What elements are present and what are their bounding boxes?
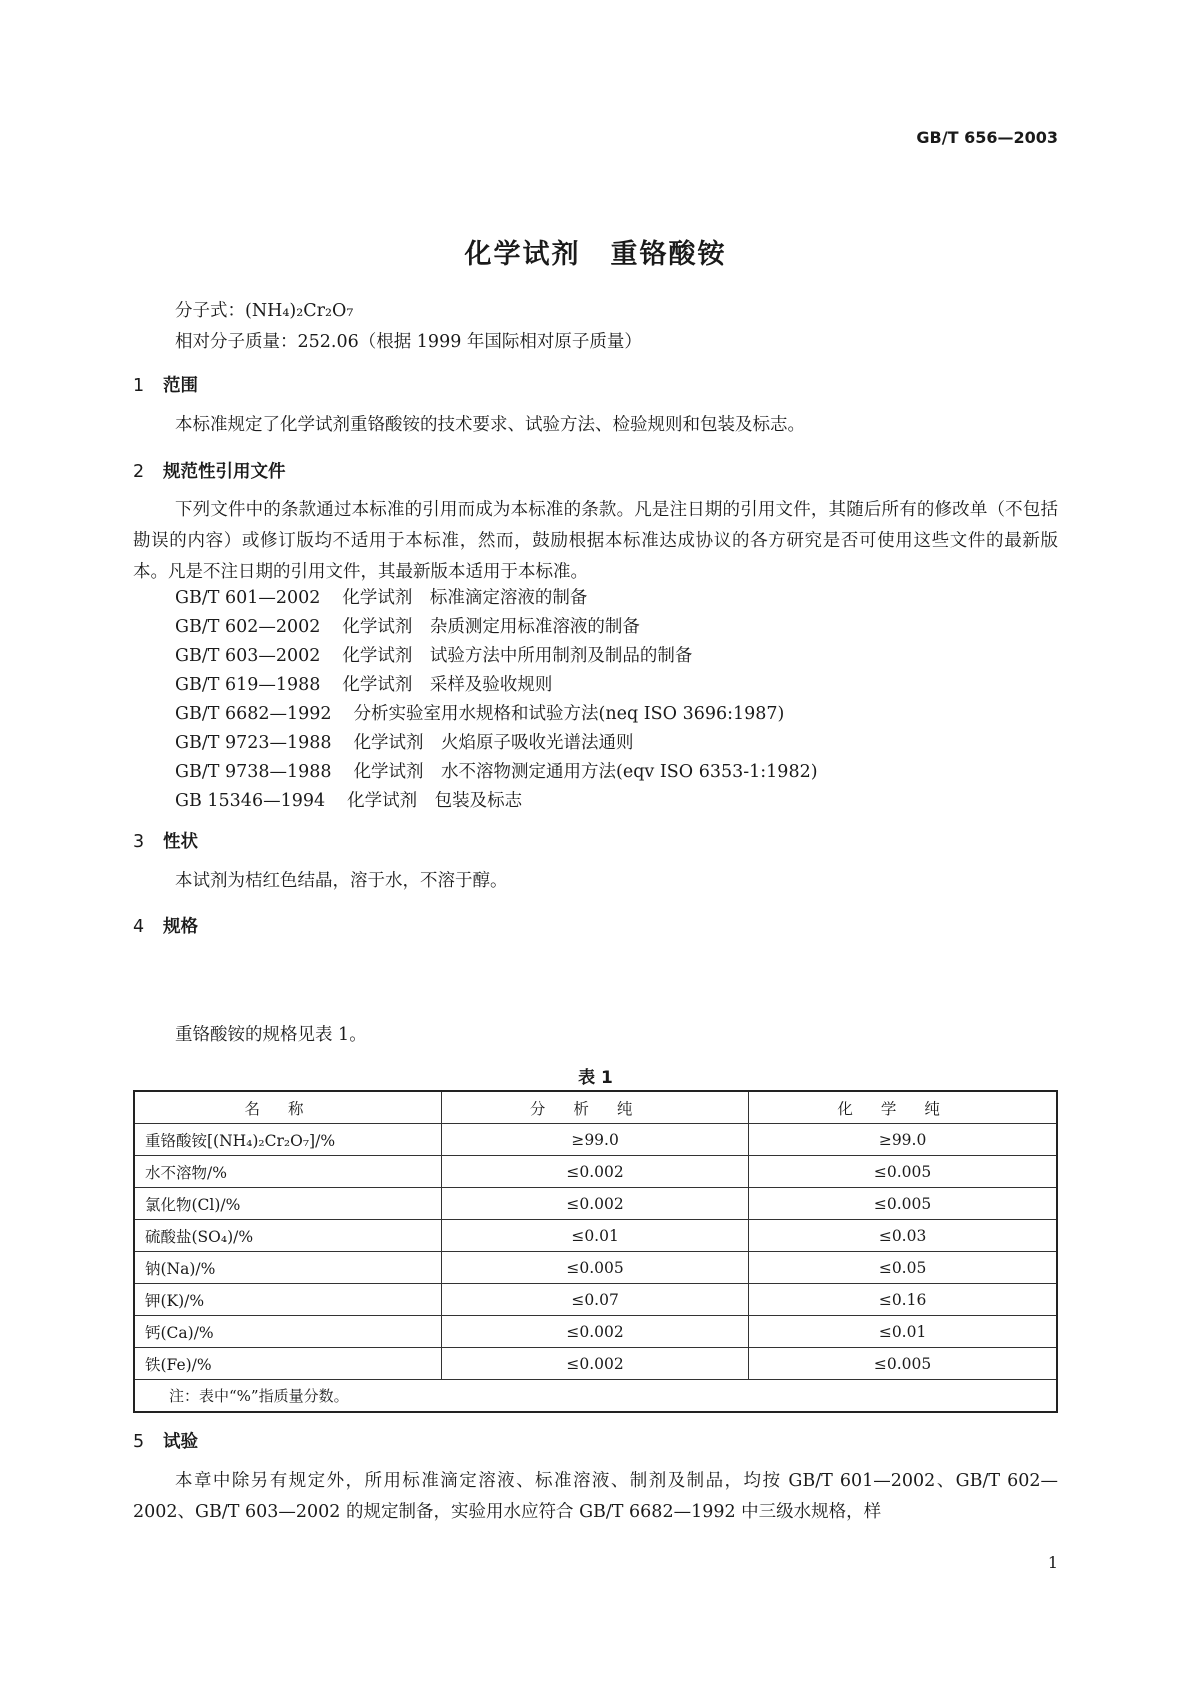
reference-item — [175, 613, 640, 638]
section-title: 规格 — [163, 917, 198, 937]
reference-title: 化学试剂 包装及标志 — [347, 791, 523, 811]
section-title: 范围 — [163, 376, 198, 396]
analytical-value: ≤0.002 — [442, 1156, 749, 1188]
table-row — [134, 1156, 1057, 1188]
reference-item — [175, 758, 818, 783]
analytical-value: ≤0.002 — [442, 1188, 749, 1220]
section-number: 1 — [133, 376, 145, 396]
spec-table — [133, 1090, 1058, 1413]
section-title: 性状 — [163, 832, 198, 852]
item-name: 水不溶物/% — [134, 1156, 442, 1188]
table-row — [134, 1124, 1057, 1156]
reference-item — [175, 584, 587, 609]
section-number: 3 — [133, 832, 145, 852]
reference-code: GB 15346—1994 — [175, 791, 326, 811]
section-4-heading — [133, 913, 198, 938]
reference-item — [175, 787, 522, 812]
chemical-value: ≤0.005 — [749, 1348, 1057, 1380]
item-name: 钙(Ca)/% — [134, 1316, 442, 1348]
item-name: 钾(K)/% — [134, 1284, 442, 1316]
section-2-text: 下列文件中的条款通过本标准的引用而成为本标准的条款。凡是注日期的引用文件，其随后所有的修改单（不包括勘误的内容）或修订版均不适用于本标准，然而，鼓励根据本标准达成协议的各方研究是否可使用这些文件的最新版本。凡是不注日期的引用文件，其最新版本适用于本标准。 — [133, 500, 1058, 582]
table-row — [134, 1284, 1057, 1316]
section-3-text: 本试剂为桔红色结晶，溶于水，不溶于醇。 — [175, 871, 508, 891]
reference-title: 化学试剂 标准滴定溶液的制备 — [342, 588, 588, 608]
analytical-value: ≤0.002 — [442, 1348, 749, 1380]
chemical-value: ≤0.05 — [749, 1252, 1057, 1284]
header-chemical-grade: 化学纯 — [749, 1091, 1057, 1124]
header-name: 名称 — [134, 1091, 442, 1124]
reference-code: GB/T 6682—1992 — [175, 704, 332, 724]
reference-title: 化学试剂 采样及验收规则 — [342, 675, 553, 695]
formula-label: 分子式： — [175, 301, 245, 321]
chemical-value: ≤0.005 — [749, 1156, 1057, 1188]
table-row — [134, 1188, 1057, 1220]
table-caption: 表 1 — [578, 1068, 613, 1088]
table-row — [134, 1348, 1057, 1380]
section-3-heading — [133, 828, 198, 853]
reference-item — [175, 729, 634, 754]
formula-value: (NH₄)₂Cr₂O₇ — [245, 301, 354, 321]
section-number: 4 — [133, 917, 145, 937]
section-number: 2 — [133, 462, 145, 482]
chemical-value: ≥99.0 — [749, 1124, 1057, 1156]
section-title: 规范性引用文件 — [163, 462, 286, 482]
reference-code: GB/T 9738—1988 — [175, 762, 332, 782]
item-name: 重铬酸铵[(NH₄)₂Cr₂O₇]/% — [134, 1124, 442, 1156]
section-number: 5 — [133, 1432, 145, 1452]
reference-item — [175, 642, 692, 667]
reference-title: 化学试剂 杂质测定用标准溶液的制备 — [342, 617, 640, 637]
title-part-2: 重铬酸铵 — [610, 239, 727, 270]
item-name: 钠(Na)/% — [134, 1252, 442, 1284]
analytical-value: ≤0.005 — [442, 1252, 749, 1284]
page-number: 1 — [1047, 1553, 1058, 1572]
table-header-row — [134, 1091, 1057, 1124]
section-title: 试验 — [163, 1432, 198, 1452]
reference-title: 分析实验室用水规格和试验方法(neq ISO 3696:1987) — [353, 704, 785, 724]
reference-item — [175, 700, 784, 725]
section-4-text: 重铬酸铵的规格见表 1。 — [175, 1025, 367, 1045]
reference-title: 化学试剂 火焰原子吸收光谱法通则 — [353, 733, 634, 753]
reference-code: GB/T 619—1988 — [175, 675, 321, 695]
chemical-value: ≤0.01 — [749, 1316, 1057, 1348]
reference-title: 化学试剂 水不溶物测定通用方法(eqv ISO 6353-1:1982) — [353, 762, 818, 782]
analytical-value: ≥99.0 — [442, 1124, 749, 1156]
reference-title: 化学试剂 试验方法中所用制剂及制品的制备 — [342, 646, 693, 666]
item-name: 硫酸盐(SO₄)/% — [134, 1220, 442, 1252]
title-part-1: 化学试剂 — [464, 239, 581, 270]
analytical-value: ≤0.07 — [442, 1284, 749, 1316]
document-title — [0, 232, 1191, 271]
section-1-heading — [133, 372, 198, 397]
molecular-mass: 相对分子质量：252.06（根据 1999 年国际相对原子质量） — [175, 332, 642, 352]
item-name: 铁(Fe)/% — [134, 1348, 442, 1380]
section-5-text: 本章中除另有规定外，所用标准滴定溶液、标准溶液、制剂及制品，均按 GB/T 601—2002、GB/T 602—2002、GB/T 603—2002 的规定制备，实验用水应符合 GB/T 6682—1992 中三级水规格，样 — [133, 1471, 1058, 1522]
reference-item — [175, 671, 552, 696]
reference-code: GB/T 602—2002 — [175, 617, 321, 637]
chemical-value: ≤0.005 — [749, 1188, 1057, 1220]
section-2-heading — [133, 458, 286, 483]
item-name: 氯化物(Cl)/% — [134, 1188, 442, 1220]
analytical-value: ≤0.01 — [442, 1220, 749, 1252]
section-1-text: 本标准规定了化学试剂重铬酸铵的技术要求、试验方法、检验规则和包装及标志。 — [175, 415, 805, 435]
table-note: 注：表中“%”指质量分数。 — [134, 1380, 1057, 1413]
reference-code: GB/T 9723—1988 — [175, 733, 332, 753]
table-row — [134, 1252, 1057, 1284]
table-row — [134, 1220, 1057, 1252]
molecular-formula — [175, 297, 353, 322]
header-analytical-grade: 分析纯 — [442, 1091, 749, 1124]
reference-code: GB/T 601—2002 — [175, 588, 321, 608]
reference-code: GB/T 603—2002 — [175, 646, 321, 666]
analytical-value: ≤0.002 — [442, 1316, 749, 1348]
chemical-value: ≤0.16 — [749, 1284, 1057, 1316]
section-5-heading — [133, 1428, 198, 1453]
table-row — [134, 1316, 1057, 1348]
chemical-value: ≤0.03 — [749, 1220, 1057, 1252]
table-note-row — [134, 1380, 1057, 1413]
standard-code: GB/T 656—2003 — [916, 128, 1058, 147]
